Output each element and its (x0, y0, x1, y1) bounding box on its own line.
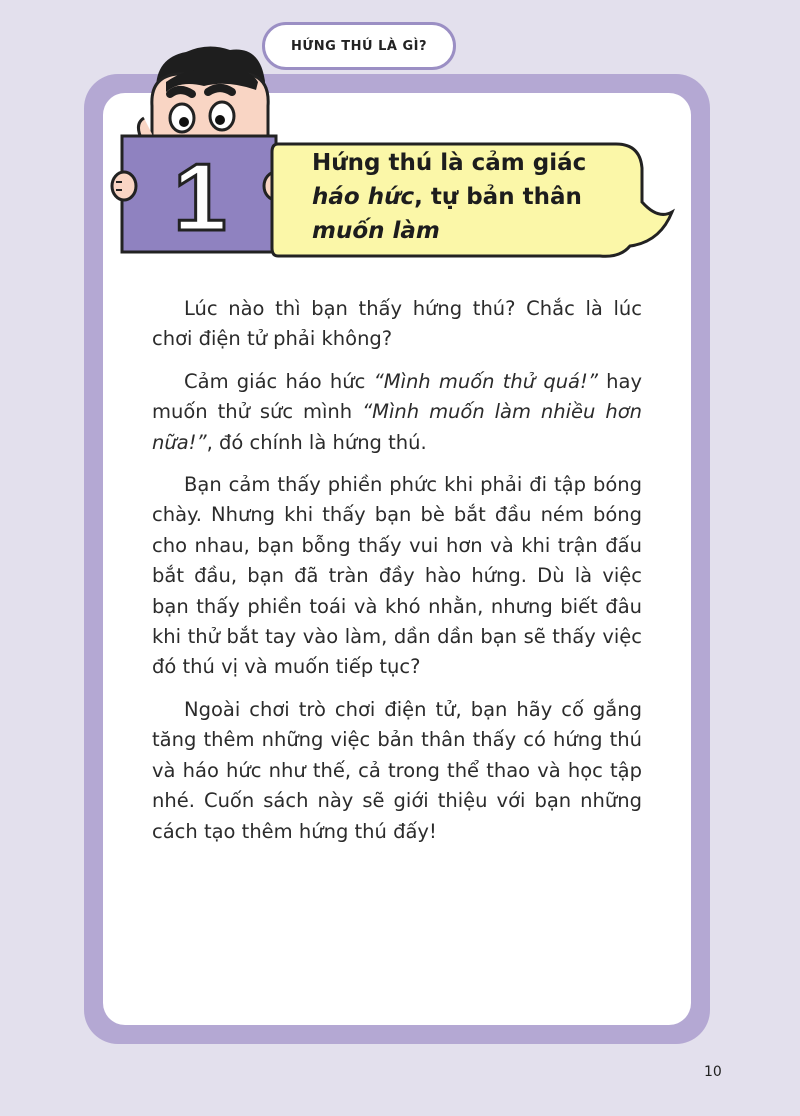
title-emphasis-1: háo hức (312, 184, 415, 210)
paragraph-1: Lúc nào thì bạn thấy hứng thú? Chắc là lúc chơi điện tử phải không? (152, 297, 642, 351)
title-emphasis-2: muốn làm (312, 218, 440, 244)
paragraph-2-part-b: hay muốn thử sức mình (152, 369, 643, 424)
paragraph-2-part-c: , đó chính là hứng thú. (206, 430, 427, 454)
title-line-2-rest: , tự bản thân (414, 184, 582, 210)
chapter-number: 1 (173, 144, 227, 251)
paragraph-4: Ngoài chơi trò chơi điện tử, bạn hãy cố gắng tăng thêm những việc bản thân thấy có hứng thú và háo hức như thế, cả trong thể thao và học tập nhé. Cuốn sách này sẽ giới thiệu với bạn những cách tạo thêm hứng thú đấy! (152, 697, 642, 843)
body-text (152, 294, 642, 859)
topic-label: HỨNG THÚ LÀ GÌ? (262, 22, 456, 70)
page-number: 10 (704, 1064, 722, 1080)
title-line-3 (312, 214, 632, 248)
title-line-2 (312, 180, 632, 214)
title-line-1: Hứng thú là cảm giác (312, 150, 587, 176)
paragraph-2-part-a: Cảm giác háo hức (184, 369, 374, 393)
chapter-title (312, 146, 632, 248)
quote-1: “Mình muốn thử quá!” (373, 369, 598, 393)
quote-2: “Mình muốn làm nhiều hơn nữa!” (152, 400, 642, 454)
paragraph-3: Bạn cảm thấy phiền phức khi phải đi tập bóng chày. Nhưng khi thấy bạn bè bắt đầu ném bóng cho nhau, bạn bỗng thấy vui hơn và khi trận đấu bắt đầu, bạn đã tràn đầy hào hứng. Dù là việc bạn thấy phiền toái và khó nhằn, nhưng biết đâu khi thử bắt tay vào làm, dần dần bạn sẽ thấy việc đó thú vị và muốn tiếp tục? (152, 473, 642, 679)
paragraph-2 (152, 367, 642, 458)
